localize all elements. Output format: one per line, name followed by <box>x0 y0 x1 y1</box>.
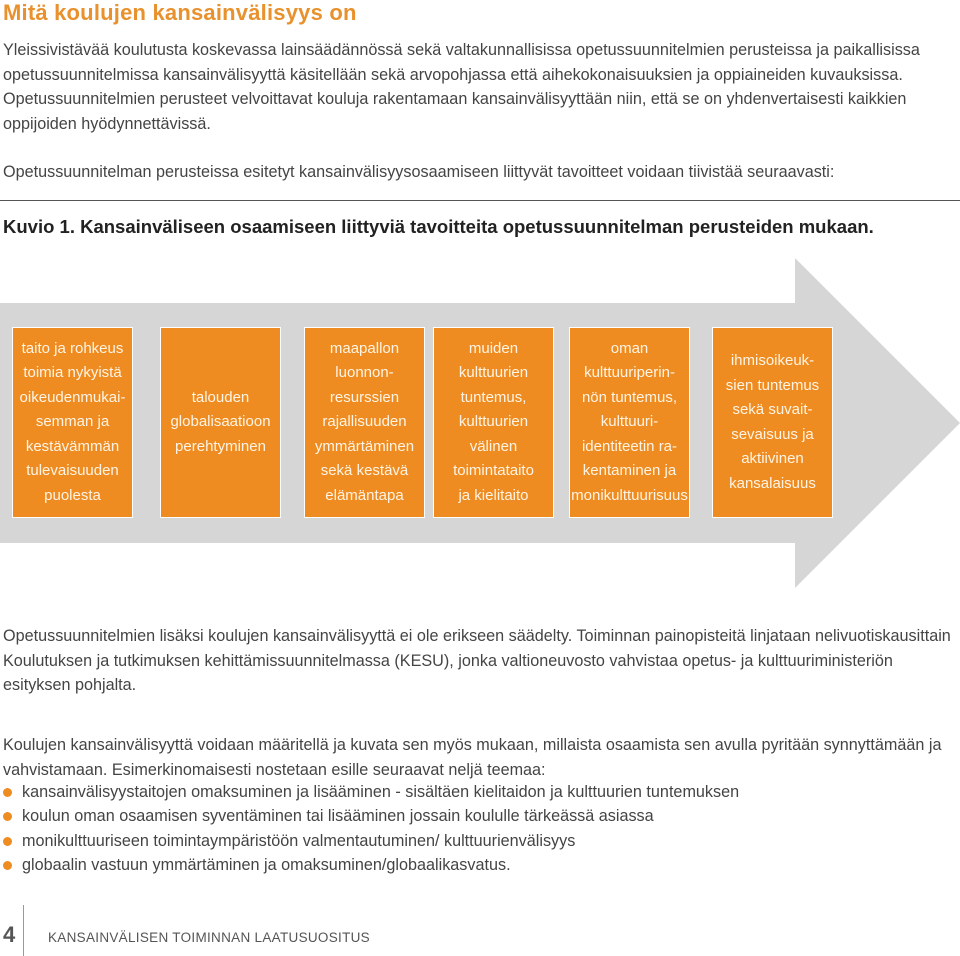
bullet-dot-icon <box>3 812 12 821</box>
list-item-text: kansainvälisyystaitojen omaksuminen ja lisääminen - sisältäen kielitaidon ja kulttuurien tuntemuksen <box>22 783 740 801</box>
list-item-text: globaalin vastuun ymmärtäminen ja omaksuminen/globaalikasvatus. <box>22 855 511 874</box>
intro-paragraph: Yleissivistävää koulutusta koskevassa lainsäädännössä sekä valtakunnallisissa opetussuunnitelmien perusteissa ja paikallisissa opetussuunnitelmissa kansainvälisyyttä käsitellään sekä arvopohjassa että aihekokonaisuuksien ja oppiaineiden kuvauksissa. Opetussuunnitelmien perusteet velvoittavat kouluja rakentamaan kansainvälisyyttään niin, että se on yhdenvertaisesti kaikkien oppijoiden hyödynnettävissä. <box>3 41 920 133</box>
summary-paragraph: Opetussuunnitelman perusteissa esitetyt kansainvälisyysosaamiseen liittyvät tavoitteet voidaan tiivistää seuraavasti: <box>3 163 835 181</box>
caption-rule <box>0 200 960 201</box>
figure-caption: Kuvio 1. Kansainväliseen osaamiseen liittyviä tavoitteita opetussuunnitelman perusteiden mukaan. <box>3 216 874 237</box>
goal-box-3 <box>304 327 425 518</box>
page-number: 4 <box>3 922 16 947</box>
goal-box-1 <box>12 327 133 518</box>
theme-list <box>0 780 739 877</box>
page-title: Mitä koulujen kansainvälisyys on <box>3 0 357 25</box>
goal-box-4-text: muiden kulttuurien tuntemus, kulttuurien välinen toimintataito ja kielitaito <box>453 339 534 504</box>
goal-box-1-text: taito ja rohkeus toimia nykyistä oikeudenmukai- semman ja kestävämmän tulevaisuuden puolesta <box>19 339 126 504</box>
goal-box-5-text: oman kulttuuriperin- nön tuntemus, kulttuuri- identiteetin ra- kentaminen ja monikulttuurisuus <box>571 339 688 504</box>
list-item <box>0 780 739 804</box>
list-item-text: monikulttuuriseen toimintaympäristöön valmentautuminen/ kulttuurienvälisyys <box>22 831 576 850</box>
regulation-paragraph: Opetussuunnitelmien lisäksi koulujen kansainvälisyyttä ei ole erikseen säädelty. Toiminnan painopisteitä linjataan nelivuotiskausittain Koulutuksen ja tutkimuksen kehittämissuunnitelmassa (KESU), jonka valtioneuvosto vahvistaa opetus- ja kulttuuriministeriön esityksen pohjalta. <box>3 627 951 694</box>
goal-box-2 <box>160 327 281 518</box>
bullet-dot-icon <box>3 861 12 870</box>
list-item <box>0 853 739 877</box>
list-item <box>0 829 739 853</box>
themes-paragraph: Koulujen kansainvälisyyttä voidaan määritellä ja kuvata sen myös mukaan, millaista osaamista sen avulla pyritään synnyttämään ja vahvistamaan. Esimerkinomaisesti nostetaan esille seuraavat neljä teemaa: <box>3 736 942 779</box>
footer-divider <box>23 905 24 956</box>
goal-box-6-text: ihmisoikeuk- sien tuntemus sekä suvait- sevaisuus ja aktiivinen kansalaisuus <box>725 352 820 492</box>
bullet-dot-icon <box>3 788 12 797</box>
goal-box-3-text: maapallon luonnon- resurssien rajallisuuden ymmärtäminen sekä kestävä elämäntapa <box>314 339 415 504</box>
list-item-text: koulun oman osaamisen syventäminen tai lisääminen jossain koululle tärkeässä asiassa <box>22 807 654 826</box>
goal-box-6 <box>712 327 833 518</box>
goal-box-4 <box>433 327 554 518</box>
bullet-dot-icon <box>3 837 12 846</box>
footer-title: KANSAINVÄLISEN TOIMINNAN LAATUSUOSITUS <box>48 930 370 945</box>
goal-box-2-text: talouden globalisaatioon perehtyminen <box>170 388 271 455</box>
goal-box-5 <box>569 327 690 518</box>
list-item <box>0 804 739 828</box>
